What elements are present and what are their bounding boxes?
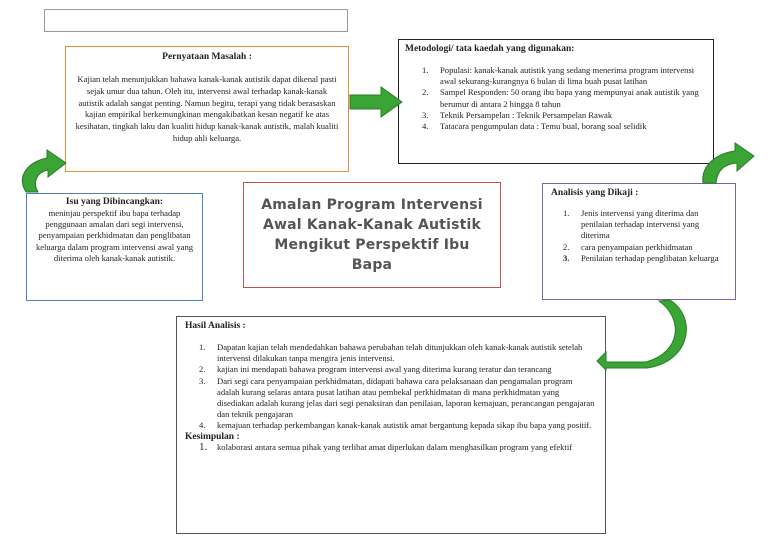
isu-box [26,193,203,301]
analisis-list [551,208,727,264]
hasil-item: 4. kemajuan terhadap perkembangan kanak-kanak autistik amat bergantung kepada sikap ibu bapa yang positif. [199,420,592,431]
analisis-item: 2. cara penyampaian perkhidmatan [563,241,693,252]
metodologi-item: 4. Tatacara pengumpulan data : Temu bual, borang soal selidik [422,121,647,132]
metodologi-item: 3. Teknik Persampelan : Teknik Persampelan Rawak [422,109,613,120]
kesimpulan-list [185,442,597,453]
pernyataan-masalah-title: Pernyataan Masalah : [162,52,252,62]
hasil-item: 3. Dari segi cara penyampaian perkhidmatan, didapati bahawa cara pelaksanaan dan pengamalan program adalah kurang selaras antara pusat latihan atau pembekal perkhidmatan di mana perkhidmatan yang disediakan adalah kurang jelas dari segi penaksiran dan penilaian, laporan kemajuan, perancangan pengajaran dan teknik pengajaran [199,375,595,420]
pernyataan-masalah-box [65,46,349,172]
curved-arrow-icon [597,300,686,370]
isu-text: meninjau perspektif ibu bapa terhadap penggunaan amalan dari segi intervensi, penyampaian perkhidmatan dan penglibatan keluarga dalam program intervensi awal yang diterima oleh kanak-kanak autistik. [35,208,194,263]
main-title: Amalan Program Intervensi Awal Kanak-Kanak Autistik Mengikut Perspektif Ibu Bapa [261,197,483,273]
right-arrow-icon [350,87,402,117]
metodologi-title: Metodologi/ tata kaedah yang digunakan: [405,44,575,54]
analisis-item: 1. Jenis intervensi yang diterima dan penilaian terhadap intervensi yang diterima [563,208,700,241]
kesimpulan-title: Kesimpulan : [185,431,240,442]
metodologi-item: 2. Sampel Responden: 50 orang ibu bapa yang mempunyai anak autistik yang berumur di antara 2 hingga 8 tahun [422,87,699,109]
hasil-box [176,316,606,534]
pernyataan-masalah-text: Kajian telah menunjukkan bahawa kanak-kanak autistik dapat dikenal pasti sejak umur dua tahun. Oleh itu, intervensi awal terhadap kanak-kanak autistik adalah sangat penting. Namun begitu, terapi yang tidak berasaskan kajian empirikal berkemungkinan mengakibatkan kesan negatif ke atas kesihatan, tingkah laku dan kualiti hidup kanak-kanak autistik, malah kualiti hidup ahli keluarga. [75,74,339,143]
analisis-item: 3. Penilaian terhadap penglibatan keluarga [563,252,719,263]
kesimpulan-item: 1. kolaborasi antara semua pihak yang terlibat amat diperlukan dalam menghasilkan program yang efektif [199,440,573,453]
curved-arrow-icon [22,150,66,192]
hasil-title: Hasil Analisis : [185,321,246,331]
isu-title: Isu yang Dibincangkan: [65,197,164,207]
metodologi-list [405,65,705,132]
metodologi-box [398,39,714,164]
title-box [243,182,501,288]
hasil-list [185,342,597,432]
hasil-item: 2. kajian ini mendapati bahawa program intervensi awal yang diterima kurang teratur dan terancang [199,364,552,375]
metodologi-item: 1. Populasi: kanak-kanak autistik yang sedang menerima program intervensi awal sekurang-kurangnya 6 bulan di lima buah pusat latihan [422,65,695,87]
analisis-box [542,183,736,300]
empty-header-box [44,9,348,32]
analisis-title: Analisis yang Dikaji : [551,188,639,198]
hasil-item: 1. Dapatan kajian telah mendedahkan bahawa perubahan telah ditunjukkan oleh kanak-kanak autistik setelah intervensi dilakukan tanpa mengira jenis intervensi. [199,342,583,364]
